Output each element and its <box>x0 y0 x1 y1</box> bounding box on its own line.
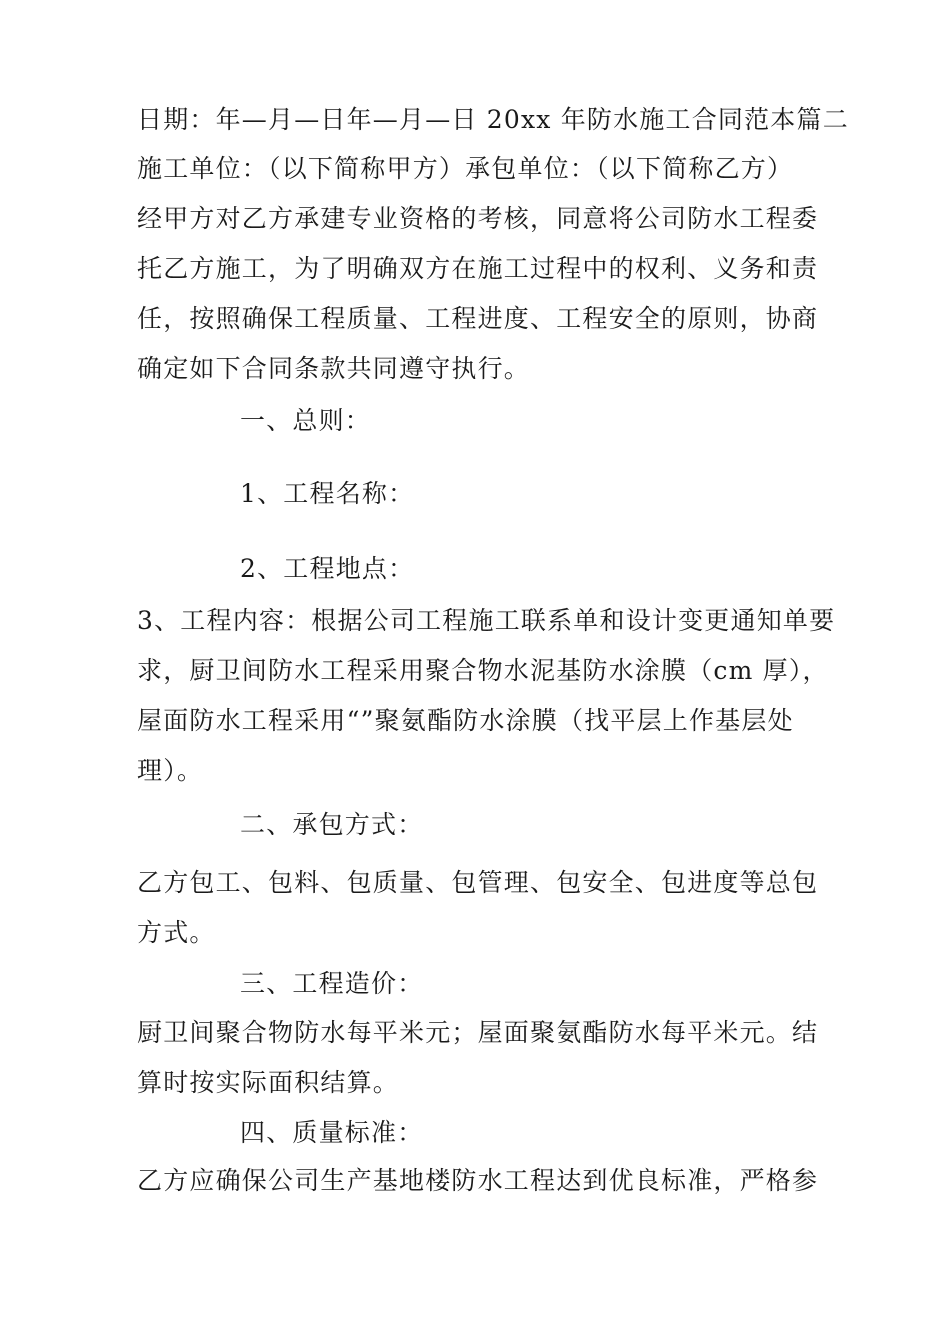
preamble-line-1: 经甲方对乙方承建专业资格的考核，同意将公司防水工程委 <box>137 204 819 233</box>
section-heading-contract-method: 二、承包方式： <box>240 810 424 839</box>
section-heading-general: 一、总则： <box>240 406 372 435</box>
cost-line-2: 算时按实际面积结算。 <box>137 1068 400 1097</box>
contract-method-line-2: 方式。 <box>137 918 216 947</box>
section-heading-quality: 四、质量标准： <box>240 1118 424 1147</box>
item-project-content-line-3: 屋面防水工程采用“”聚氨酯防水涂膜（找平层上作基层处 <box>137 706 794 735</box>
parties-line: 施工单位：（以下简称甲方）承包单位：（以下简称乙方） <box>137 154 794 183</box>
item-project-content-line-2: 求，厨卫间防水工程采用聚合物水泥基防水涂膜（cm 厚）， <box>137 656 829 685</box>
quality-line-1: 乙方应确保公司生产基地楼防水工程达到优良标准，严格参 <box>137 1166 819 1195</box>
cost-line-1: 厨卫间聚合物防水每平米元；屋面聚氨酯防水每平米元。结 <box>137 1018 819 1047</box>
item-project-content-line-1: 3、工程内容：根据公司工程施工联系单和设计变更通知单要 <box>137 606 836 635</box>
preamble-line-3: 任，按照确保工程质量、工程进度、工程安全的原则，协商 <box>137 304 819 333</box>
header-date-line: 日期：年—月—日年—月—日 20xx 年防水施工合同范本篇二 <box>137 105 849 134</box>
contract-method-line-1: 乙方包工、包料、包质量、包管理、包安全、包进度等总包 <box>137 868 819 897</box>
preamble-line-2: 托乙方施工，为了明确双方在施工过程中的权利、义务和责 <box>137 254 819 283</box>
item-project-content-line-4: 理）。 <box>137 756 204 785</box>
item-project-name: 1、工程名称： <box>240 479 415 508</box>
item-project-location: 2、工程地点： <box>240 554 415 583</box>
section-heading-cost: 三、工程造价： <box>240 969 424 998</box>
preamble-line-4: 确定如下合同条款共同遵守执行。 <box>137 354 531 383</box>
